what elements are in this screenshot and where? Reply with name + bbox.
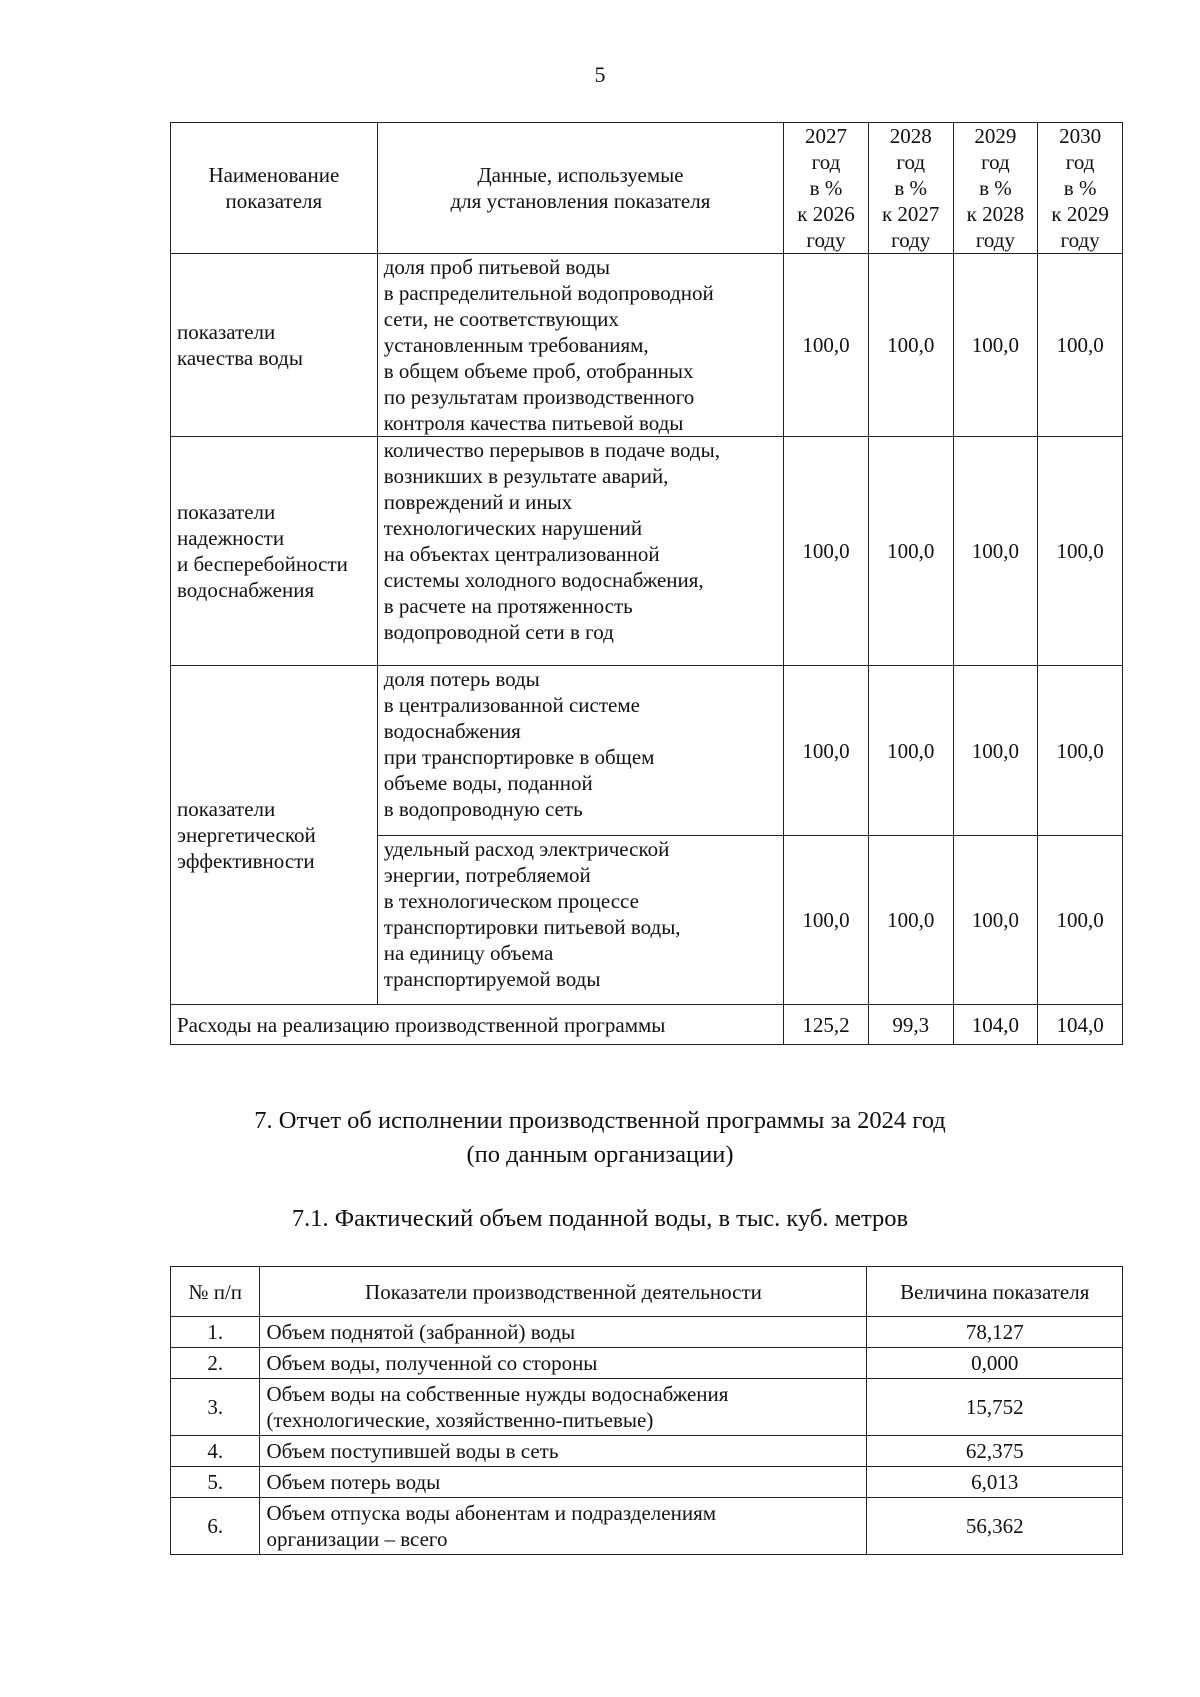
row-value: 6,013 [867,1467,1123,1498]
table-row [171,1498,1123,1555]
header-year-2028: 2028 год в % к 2027 году [868,123,953,254]
indicator-group-reliability: показатели надежности и бесперебойности водоснабжения [171,437,378,666]
value-cell: 100,0 [784,836,869,1005]
total-row [171,1005,1123,1045]
table-header-row [171,1267,1123,1317]
row-indicator: Объем отпуска воды абонентам и подразделениям организации – всего [260,1498,867,1555]
row-number: 6. [171,1498,260,1555]
header-indicator: Показатели производственной деятельности [260,1267,867,1317]
row-indicator: Объем поднятой (забранной) воды [260,1317,867,1348]
indicator-description: доля потерь воды в централизованной системе водоснабжения при транспортировке в общем объеме воды, поданной в водопроводную сеть [377,666,783,836]
table-row [171,1317,1123,1348]
value-cell: 100,0 [1038,437,1123,666]
value-cell: 100,0 [784,254,869,437]
table-row [171,666,1123,836]
total-value: 125,2 [784,1005,869,1045]
page-number: 5 [594,62,606,87]
table-row [171,254,1123,437]
value-cell: 100,0 [953,836,1038,1005]
production-program-indicators-table [170,122,1123,1045]
indicator-description: удельный расход электрической энергии, потребляемой в технологическом процессе транспортировки питьевой воды, на единицу объема транспортируемой воды [377,836,783,1005]
header-value: Величина показателя [867,1267,1123,1317]
value-cell: 100,0 [868,666,953,836]
table-row [171,437,1123,666]
value-cell: 100,0 [953,666,1038,836]
row-value: 78,127 [867,1317,1123,1348]
row-number: 3. [171,1379,260,1436]
table-row [171,1348,1123,1379]
value-cell: 100,0 [953,437,1038,666]
row-number: 5. [171,1467,260,1498]
row-indicator: Объем воды, полученной со стороны [260,1348,867,1379]
row-number: 4. [171,1436,260,1467]
row-indicator: Объем воды на собственные нужды водоснабжения (технологические, хозяйственно-питьевые) [260,1379,867,1436]
row-value: 0,000 [867,1348,1123,1379]
value-cell: 100,0 [1038,666,1123,836]
value-cell: 100,0 [868,836,953,1005]
value-cell: 100,0 [868,254,953,437]
row-value: 62,375 [867,1436,1123,1467]
value-cell: 100,0 [1038,254,1123,437]
total-value: 104,0 [953,1005,1038,1045]
row-indicator: Объем потерь воды [260,1467,867,1498]
header-number: № п/п [171,1267,260,1317]
value-cell: 100,0 [1038,836,1123,1005]
header-indicator-name: Наименование показателя [171,123,378,254]
water-volume-table [170,1266,1123,1555]
value-cell: 100,0 [784,666,869,836]
section-7-1-heading: 7.1. Фактический объем поданной воды, в тыс. куб. метров [291,1205,909,1232]
value-cell: 100,0 [953,254,1038,437]
indicator-description: доля проб питьевой воды в распределительной водопроводной сети, не соответствующих установленным требованиям, в общем объеме проб, отобранных по результатам производственного контроля качества питьевой воды [377,254,783,437]
total-value: 104,0 [1038,1005,1123,1045]
value-cell: 100,0 [784,437,869,666]
row-number: 2. [171,1348,260,1379]
row-number: 1. [171,1317,260,1348]
total-label: Расходы на реализацию производственной программы [171,1005,784,1045]
header-indicator-data: Данные, используемые для установления показателя [377,123,783,254]
total-value: 99,3 [868,1005,953,1045]
row-indicator: Объем поступившей воды в сеть [260,1436,867,1467]
table-header-row [171,123,1123,254]
value-cell: 100,0 [868,437,953,666]
header-year-2030: 2030 год в % к 2029 году [1038,123,1123,254]
header-year-2027: 2027 год в % к 2026 году [784,123,869,254]
table-row [171,1436,1123,1467]
row-value: 56,362 [867,1498,1123,1555]
table-row [171,1467,1123,1498]
section-7-heading: 7. Отчет об исполнении производственной программы за 2024 год (по данным организации) [254,1107,946,1168]
indicator-group-water-quality: показатели качества воды [171,254,378,437]
indicator-description: количество перерывов в подаче воды, возникших в результате аварий, повреждений и иных технологических нарушений на объектах централизованной системы холодного водоснабжения, в расчете на протяженность водопроводной сети в год [377,437,783,666]
indicator-group-energy-efficiency: показатели энергетической эффективности [171,666,378,1005]
row-value: 15,752 [867,1379,1123,1436]
table-row [171,1379,1123,1436]
header-year-2029: 2029 год в % к 2028 году [953,123,1038,254]
